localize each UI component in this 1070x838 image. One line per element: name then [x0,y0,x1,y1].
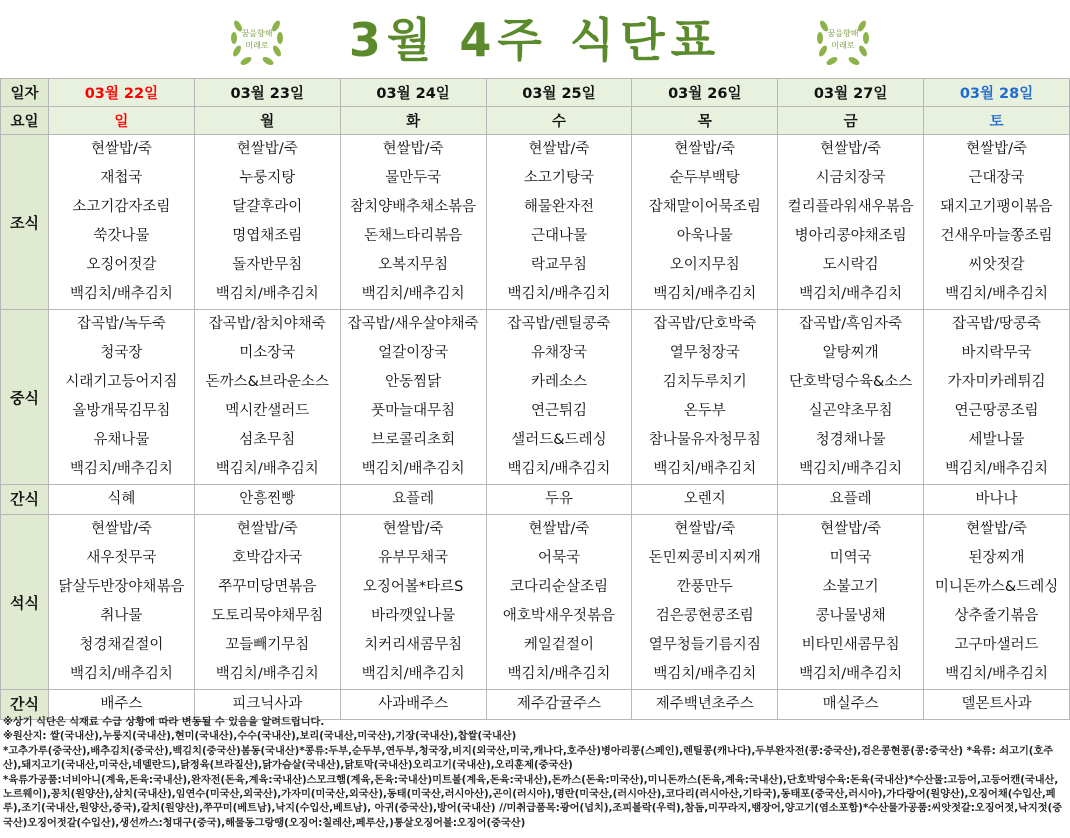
dish-item: 청국장 [100,345,143,361]
dish-item: 단호박덩수육&소스 [788,374,913,390]
dish-item: 연근튀김 [530,403,587,419]
dish-item: 유채장국 [530,345,587,361]
breakfast-fri [778,135,924,310]
note-line: ※원산지: 쌀(국내산),누룽지(국내산),현미(국내산),수수(국내산),보리(국내산,미국산),기장(국내산),찹쌀(국내산) [3,731,517,743]
dish-item: 가자미카레튀김 [947,374,1046,390]
date-thu: 03월 26일 [632,79,778,107]
dish-item: 현쌀밥/죽 [966,141,1027,157]
dish-item: 풋마늘대무침 [371,403,456,419]
day-row [1,107,1070,135]
breakfast-tue [340,135,486,310]
breakfast-thu [632,135,778,310]
svg-text:꿈을향해: 꿈을향해 [241,29,273,38]
snack1-tue: 요플레 [340,485,486,515]
wreath-logo-icon [812,8,874,70]
dish-item: 돈채느타리볶음 [364,228,463,244]
snack2-row [1,690,1070,720]
dish-item: 샐러드&드레싱 [511,432,607,448]
dish-item: 병아리콩야채조림 [794,228,907,244]
dish-item: 어묵국 [537,550,580,566]
date-tue: 03월 24일 [340,79,486,107]
dish-item: 올방개묵김무침 [72,403,171,419]
dish-item: 열무청들기름지짐 [648,637,761,653]
dish-item: 근대장국 [968,170,1025,186]
dish-item: 잡채말이어묵조림 [648,199,761,215]
dish-item: 백김치/배추김치 [69,286,173,302]
date-mon: 03월 23일 [194,79,340,107]
snack1-sat: 바나나 [924,485,1070,515]
breakfast-label: 조식 [1,135,49,310]
dish-item: 백김치/배추김치 [215,286,319,302]
dish-item: 물만두국 [385,170,442,186]
dish-item: 달걀후라이 [232,199,303,215]
dish-item: 잡곡밥/녹두죽 [76,316,166,332]
dinner-sun [49,515,195,690]
dish-item: 바라깻잎나물 [371,608,456,624]
dish-item: 재첩국 [100,170,143,186]
dish-item: 미역국 [829,550,872,566]
dish-item: 백김치/배추김치 [507,461,611,477]
origin-notes [3,716,1067,831]
dish-item: 백김치/배추김치 [69,461,173,477]
dish-item: 백김치/배추김치 [653,286,757,302]
dish-item: 순두부백탕 [669,170,740,186]
snack1-thu: 오렌지 [632,485,778,515]
lunch-sun [49,310,195,485]
date-row [1,79,1070,107]
note-line: *고추가루(중국산),배추김치(중국산),백김치(중국산)봄동(국내산)*콩류:두부,순두부,연두부,청국장,비지(외국산,미국,캐나다,호주산)병아리콩(스페인),렌틸콩(캐나다),두부완자전(콩:중국산),검은콩현콩(콩:중국산) *육류: 쇠고기(호주산),돼지고기(국내산,미국산,네델란드),닭정육(브라질산),닭가슴살(국내산),닭토막(국내산)오리고기(국내산),오리훈제(중국산) [3,745,1054,772]
dish-item: 호박감자국 [232,550,303,566]
snack2-wed: 제주감귤주스 [486,690,632,720]
breakfast-row [1,135,1070,310]
dish-item: 미니돈까스&드레싱 [934,579,1059,595]
breakfast-wed [486,135,632,310]
dish-item: 잡곡밥/참치야채죽 [208,316,326,332]
dish-item: 건새우마늘쫑조림 [940,228,1053,244]
dish-item: 현쌀밥/죽 [382,141,444,157]
dish-item: 된장찌개 [968,550,1025,566]
dish-item: 새우젓무국 [86,550,157,566]
date-fri: 03월 27일 [778,79,924,107]
dish-item: 유부무채국 [378,550,449,566]
dish-item: 코다리순살조림 [509,579,608,595]
dish-item: 백김치/배추김치 [799,666,903,682]
dish-item: 세발나물 [968,432,1025,448]
dish-item: 백김치/배추김치 [653,461,757,477]
day-mon: 월 [194,107,340,135]
meal-table [0,78,1070,720]
dish-item: 명엽채조림 [232,228,303,244]
dish-item: 소불고기 [822,579,879,595]
dish-item: 아욱나물 [676,228,733,244]
dish-item: 케일겉절이 [523,637,594,653]
lunch-sat [924,310,1070,485]
dish-item: 백김치/배추김치 [507,666,611,682]
dish-item: 잡곡밥/새우살야채죽 [347,316,479,332]
lunch-row [1,310,1070,485]
page-header [0,0,1070,78]
dish-item: 애호박새우젓볶음 [502,608,615,624]
dish-item: 백김치/배추김치 [507,286,611,302]
dish-item: 도시락김 [822,257,879,273]
dish-item: 백김치/배추김치 [653,666,757,682]
dish-item: 열무청장국 [669,345,740,361]
dish-item: 컬리플라워새우볶음 [787,199,914,215]
dish-item: 백김치/배추김치 [69,666,173,682]
snack2-thu: 제주백년초주스 [632,690,778,720]
dish-item: 돈까스&브라운소스 [205,374,329,390]
dish-item: 백김치/배추김치 [361,286,465,302]
dish-item: 현쌀밥/죽 [236,521,298,537]
dish-item: 현쌀밥/죽 [674,141,736,157]
snack2-sun: 배주스 [49,690,195,720]
dinner-wed [486,515,632,690]
dish-item: 유채나물 [93,432,150,448]
dish-item: 현쌀밥/죽 [966,521,1027,537]
dish-item: 백김치/배추김치 [361,666,465,682]
day-wed: 수 [486,107,632,135]
dish-item: 백김치/배추김치 [945,286,1048,302]
dish-item: 잡곡밥/단호박죽 [653,316,757,332]
snack1-sun: 식혜 [49,485,195,515]
dish-item: 백김치/배추김치 [361,461,465,477]
dish-item: 소고기탕국 [523,170,594,186]
dish-item: 백김치/배추김치 [799,461,903,477]
note-line: ※상기 식단은 식재료 수급 상황에 따라 변동될 수 있음을 알려드립니다. [3,717,325,728]
page-title: 3월 4주 식단표 [348,13,722,67]
dish-item: 검은콩현콩조림 [655,608,754,624]
dish-item: 비타민새콤무침 [801,637,900,653]
dish-item: 소고기감자조림 [72,199,171,215]
snack1-label: 간식 [1,485,49,515]
dish-item: 쑥갓나물 [93,228,150,244]
lunch-fri [778,310,924,485]
dish-item: 섬초무침 [239,432,296,448]
dish-item: 오이지무침 [669,257,740,273]
day-sat: 토 [924,107,1070,135]
dish-item: 상추줄기볶음 [954,608,1039,624]
dish-item: 현쌀밥/죽 [674,521,736,537]
dish-item: 꼬들빼기무침 [225,637,310,653]
dish-item: 백김치/배추김치 [945,461,1048,477]
dish-item: 현쌀밥/죽 [90,521,152,537]
dish-item: 도토리묵야채무침 [211,608,324,624]
snack2-fri: 매실주스 [778,690,924,720]
dinner-sat [924,515,1070,690]
dinner-row [1,515,1070,690]
day-fri: 금 [778,107,924,135]
dish-item: 현쌀밥/죽 [90,141,152,157]
dish-item: 누룽지탕 [239,170,296,186]
dish-item: 현쌀밥/죽 [528,141,590,157]
date-sun: 03월 22일 [49,79,195,107]
dish-item: 백김치/배추김치 [799,286,903,302]
dish-item: 잡곡밥/렌틸콩죽 [507,316,611,332]
snack2-mon: 피크닉사과 [194,690,340,720]
dish-item: 현쌀밥/죽 [236,141,298,157]
dish-item: 연근땅콩조림 [954,403,1039,419]
dish-item: 알탕찌개 [822,345,879,361]
dish-item: 참치양배추채소볶음 [350,199,477,215]
dish-item: 근대나물 [530,228,587,244]
dish-item: 잡곡밥/흑임자죽 [799,316,903,332]
dish-item: 오징어젓갈 [86,257,157,273]
svg-text:꿈을향해: 꿈을향해 [827,29,859,38]
dish-item: 씨앗젓갈 [968,257,1025,273]
dish-item: 돼지고기팽이볶음 [940,199,1053,215]
note-line: *육류가공품:너비아니(계육,돈육:국내산),완자전(돈육,계육:국내산)스모크햄(계육,돈육:국내산)미트볼(계육,돈육:국내산),돈까스(돈육:미국산),미니돈까스(돈육,계육:국내산),단호박덩수육:돈육(국내산)*수산물:고등어,고등어캔(국내산,노르웨이),꽁치(원양산),삼치(국내산),임연수(미국산,외국산),가자미(미국산,외국산),동태(미국산,러시아산),곤이(러시아),명란(미국산,(러시아산),코다리(러시아산,기타국),동태포(중국산,러시아),가다랑어(원양산),오징어채(수입산,페루),조기(국내산,원양산,중국),갈치(원양산),쭈꾸미(베트남),낙지(수입산,베트남), 아귀(중국산),방어(국내산) //미취급품목:광어(넙치),조피볼락(우럭),참돔,미꾸라지,뱀장어,양고기(염소포함)*수산물가공품:씨앗젓갈:오징어젓,낙지젓(중국산)오징어젓갈(수입산),생선까스:청대구(중국),해물동그랑땡(오징어:칠레산,페루산,)통살오징어볼:오징어(중국산) [3,774,1063,829]
snack1-fri: 요플레 [778,485,924,515]
snack1-mon: 안흥찐빵 [194,485,340,515]
breakfast-mon [194,135,340,310]
lunch-thu [632,310,778,485]
dish-item: 쭈꾸미당면볶음 [218,579,317,595]
dish-item: 카레소스 [530,374,587,390]
dish-item: 락교무침 [530,257,587,273]
day-tue: 화 [340,107,486,135]
dish-item: 현쌀밥/죽 [528,521,590,537]
day-label: 요일 [1,107,49,135]
dinner-label: 석식 [1,515,49,690]
dish-item: 콩나물냉채 [815,608,886,624]
dish-item: 닭살두반장야채볶음 [58,579,185,595]
snack2-tue: 사과배주스 [340,690,486,720]
svg-text:미래로: 미래로 [245,41,269,50]
dish-item: 백김치/배추김치 [215,461,319,477]
dish-item: 시래기고등어지짐 [65,374,178,390]
date-wed: 03월 25일 [486,79,632,107]
dish-item: 현쌀밥/죽 [820,521,882,537]
dish-item: 현쌀밥/죽 [820,141,882,157]
dish-item: 실곤약초무침 [808,403,893,419]
lunch-tue [340,310,486,485]
dinner-mon [194,515,340,690]
snack2-sat: 델몬트사과 [924,690,1070,720]
dish-item: 김치두루치기 [662,374,747,390]
lunch-label: 중식 [1,310,49,485]
dinner-thu [632,515,778,690]
dish-item: 청경채겉절이 [79,637,164,653]
dish-item: 현쌀밥/죽 [382,521,444,537]
dish-item: 고구마샐러드 [954,637,1039,653]
svg-text:미래로: 미래로 [831,41,855,50]
snack1-wed: 두유 [486,485,632,515]
dish-item: 해물완자전 [523,199,594,215]
dish-item: 백김치/배추김치 [215,666,319,682]
dish-item: 돌자반무침 [232,257,303,273]
snack1-row [1,485,1070,515]
date-label: 일자 [1,79,49,107]
dish-item: 얼갈이장국 [378,345,449,361]
dish-item: 백김치/배추김치 [945,666,1048,682]
dish-item: 오징어볼*타르S [362,579,464,595]
day-sun: 일 [49,107,195,135]
day-thu: 목 [632,107,778,135]
dish-item: 청경채나물 [815,432,886,448]
dish-item: 브로콜리초회 [371,432,456,448]
dish-item: 멕시칸샐러드 [225,403,310,419]
dish-item: 미소장국 [239,345,296,361]
dish-item: 돈민찌콩비지찌개 [648,550,761,566]
dish-item: 잡곡밥/땅콩죽 [952,316,1041,332]
dish-item: 취나물 [100,608,143,624]
dish-item: 바지락무국 [961,345,1032,361]
dish-item: 깐풍만두 [676,579,733,595]
dish-item: 온두부 [683,403,726,419]
dish-item: 참나물유자청무침 [648,432,761,448]
dinner-fri [778,515,924,690]
dish-item: 안동찜닭 [385,374,442,390]
dinner-tue [340,515,486,690]
dish-item: 오복지무침 [378,257,449,273]
lunch-wed [486,310,632,485]
dish-item: 시금치장국 [815,170,886,186]
date-sat: 03월 28일 [924,79,1070,107]
lunch-mon [194,310,340,485]
breakfast-sun [49,135,195,310]
breakfast-sat [924,135,1070,310]
snack2-label: 간식 [1,690,49,720]
dish-item: 치커리새콤무침 [364,637,463,653]
